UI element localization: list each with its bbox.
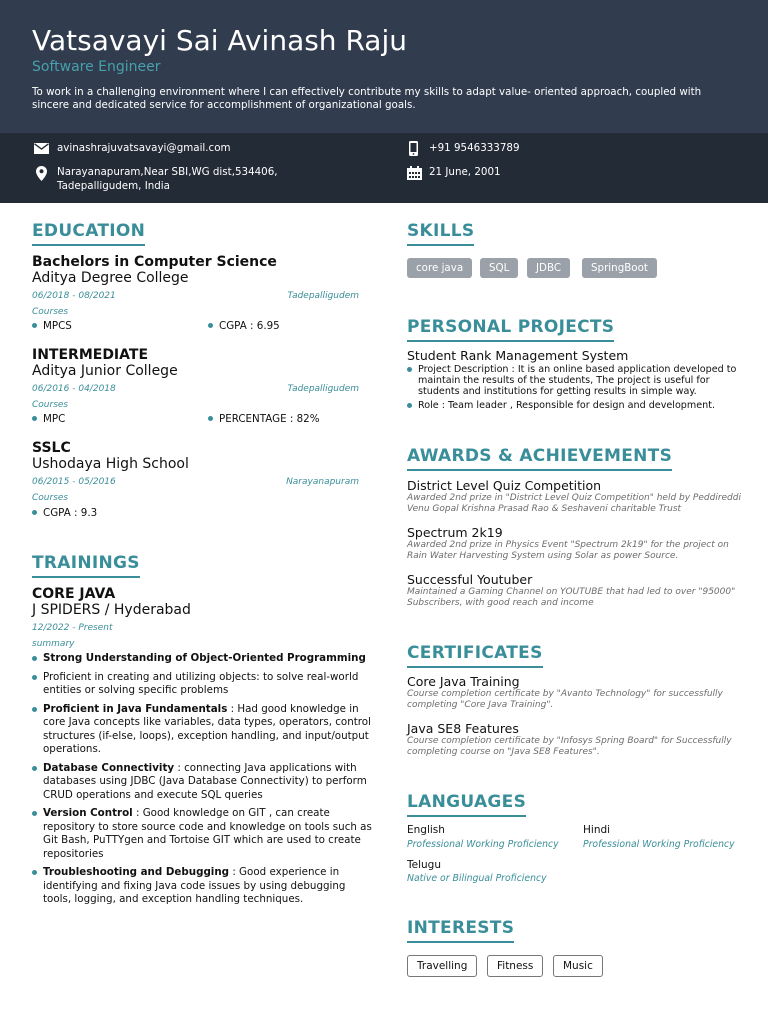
courses-label: Courses [32, 493, 69, 503]
training-summary-list [32, 652, 372, 912]
education-date: 06/2015 - 05/2016 [32, 477, 116, 487]
language-proficiency: Professional Working Proficiency [407, 839, 559, 850]
skill-tag: core java [407, 258, 472, 278]
certificates-heading: CERTIFICATES [407, 643, 543, 668]
contact-bar [0, 133, 768, 203]
item-bold: Version Control [43, 807, 133, 819]
skill-tag: SQL [480, 258, 518, 278]
awards-heading: AWARDS & ACHIEVEMENTS [407, 446, 672, 471]
interest-tag: Fitness [487, 955, 543, 977]
list-item [32, 866, 372, 907]
interests-heading: INTERESTS [407, 918, 514, 943]
list-item: Role : Team leader , Responsible for design and development. [407, 400, 742, 411]
contact-email[interactable]: avinashrajuvatsavayi@gmail.com [57, 142, 231, 154]
location-icon [36, 166, 47, 181]
bullet-icon [32, 510, 37, 515]
bullet-icon [208, 416, 213, 421]
item-text: : connecting Java applications with databases using JDBC (Java Database Connectivity) to perform CRUD operations and execute SQL queries [43, 761, 367, 801]
course-item [32, 320, 72, 332]
item-bold: Database Connectivity [43, 761, 175, 774]
item-text: : Good knowledge on GIT , can create repository to store source code and knowledge on tools such as Git Bash, PuTTYgen and Tortoise GIT which are used to create repositories [43, 807, 372, 860]
course-text: MPCS [43, 320, 72, 332]
skill-tag: SpringBoot [582, 258, 657, 278]
course-text: PERCENTAGE : 82% [219, 413, 320, 425]
training-name: CORE JAVA [32, 586, 116, 602]
award-name: District Level Quiz Competition [407, 478, 602, 493]
education-date: 06/2018 - 08/2021 [32, 291, 116, 301]
degree-name: INTERMEDIATE [32, 347, 149, 363]
interest-tag: Travelling [407, 955, 477, 977]
list-item [32, 807, 372, 861]
skill-tag: JDBC [527, 258, 570, 278]
certificate-description: Course completion certificate by "Infosys Spring Board" for Successfully completing course on "Java SE8 Features". [407, 736, 732, 757]
certificate-description: Course completion certificate by "Avanto Technology" for successfully completing "Core Java Training". [407, 689, 723, 710]
degree-name: SSLC [32, 440, 71, 456]
projects-heading: PERSONAL PROJECTS [407, 317, 614, 342]
award-description: Maintained a Gaming Channel on YOUTUBE that had led to over "95000" Subscribers, with good reach and income [407, 587, 736, 608]
skills-heading: SKILLS [407, 221, 474, 246]
list-item: Project Description : It is an online based application developed to maintain the results of the students, The project is useful for students and institutions for getting results in simple way. [407, 364, 742, 397]
contact-address [57, 166, 278, 193]
education-heading: EDUCATION [32, 221, 145, 246]
item-text: Proficient in creating and utilizing objects: to solve real-world entities or solving specific problems [43, 670, 359, 696]
institution-name: Ushodaya High School [32, 456, 189, 472]
bullet-icon [32, 323, 37, 328]
bullet-icon [32, 416, 37, 421]
bullet-icon [208, 323, 213, 328]
award-name: Spectrum 2k19 [407, 525, 503, 540]
career-objective: To work in a challenging environment where I can effectively contribute my skills to adapt value- oriented approach, coupled with sincere and dedicated service for accomplishment of organizational goals. [32, 86, 702, 111]
training-org: J SPIDERS / Hyderabad [32, 602, 191, 618]
job-title: Software Engineer [32, 59, 161, 75]
email-icon [34, 143, 49, 154]
phone-icon [409, 141, 418, 156]
courses-label: Courses [32, 400, 69, 410]
item-text: : Had good knowledge in core Java concepts like variables, data types, operators, control structures (if-else, loops), exception handling, and input/output operations. [43, 702, 371, 755]
award-name: Successful Youtuber [407, 572, 533, 587]
languages-heading: LANGUAGES [407, 792, 526, 817]
course-item [208, 413, 320, 425]
item-bold: Strong Understanding of Object-Oriented Programming [43, 652, 366, 664]
education-location: Tadepalligudem [287, 384, 359, 394]
resume-header [0, 0, 768, 133]
course-item [208, 320, 280, 332]
list-item [32, 703, 372, 757]
project-name: Student Rank Management System [407, 348, 629, 363]
course-item [32, 507, 97, 519]
item-bold: Troubleshooting and Debugging [43, 866, 230, 878]
language-name: Telugu [407, 859, 441, 871]
education-date: 06/2016 - 04/2018 [32, 384, 116, 394]
certificate-name: Core Java Training [407, 674, 520, 689]
address-line-1: Narayanapuram,Near SBI,WG dist,534406, [57, 166, 278, 178]
summary-label: summary [32, 639, 75, 649]
item-text: : Good experience in identifying and fixing Java code issues by using debugging tools, logging, and exception handling techniques. [43, 866, 346, 905]
person-name: Vatsavayi Sai Avinash Raju [32, 24, 407, 57]
award-description: Awarded 2nd prize in Physics Event "Spectrum 2k19" for the project on Rain Water Harvesting System using Solar as power Source. [407, 540, 729, 561]
language-name: Hindi [583, 824, 611, 836]
list-item [32, 762, 372, 803]
award-description: Awarded 2nd prize in "District Level Quiz Competition" held by Peddireddi Venu Gopal Krishna Prasad Rao & Seshaveni charitable Trust [407, 493, 741, 514]
institution-name: Aditya Junior College [32, 363, 178, 379]
item-bold: Proficient in Java Fundamentals [43, 702, 228, 715]
language-proficiency: Professional Working Proficiency [583, 839, 735, 850]
interest-tag: Music [553, 955, 603, 977]
calendar-icon [407, 166, 422, 180]
courses-label: Courses [32, 307, 69, 317]
certificate-name: Java SE8 Features [407, 721, 519, 736]
course-text: CGPA : 6.95 [219, 320, 280, 332]
contact-dob: 21 June, 2001 [429, 166, 501, 178]
contact-phone[interactable]: +91 9546333789 [429, 142, 520, 154]
education-location: Tadepalligudem [287, 291, 359, 301]
education-location: Narayanapuram [286, 477, 359, 487]
course-text: CGPA : 9.3 [43, 507, 98, 519]
list-item [32, 652, 372, 666]
language-name: English [407, 824, 445, 836]
list-item [32, 671, 372, 698]
address-line-2: Tadepalligudem, India [57, 179, 170, 192]
project-details-list [407, 364, 742, 414]
course-item [32, 413, 65, 425]
trainings-heading: TRAININGS [32, 553, 140, 578]
degree-name: Bachelors in Computer Science [32, 254, 277, 270]
institution-name: Aditya Degree College [32, 270, 189, 286]
language-proficiency: Native or Bilingual Proficiency [407, 873, 547, 884]
training-date: 12/2022 - Present [32, 623, 113, 633]
course-text: MPC [43, 413, 66, 425]
